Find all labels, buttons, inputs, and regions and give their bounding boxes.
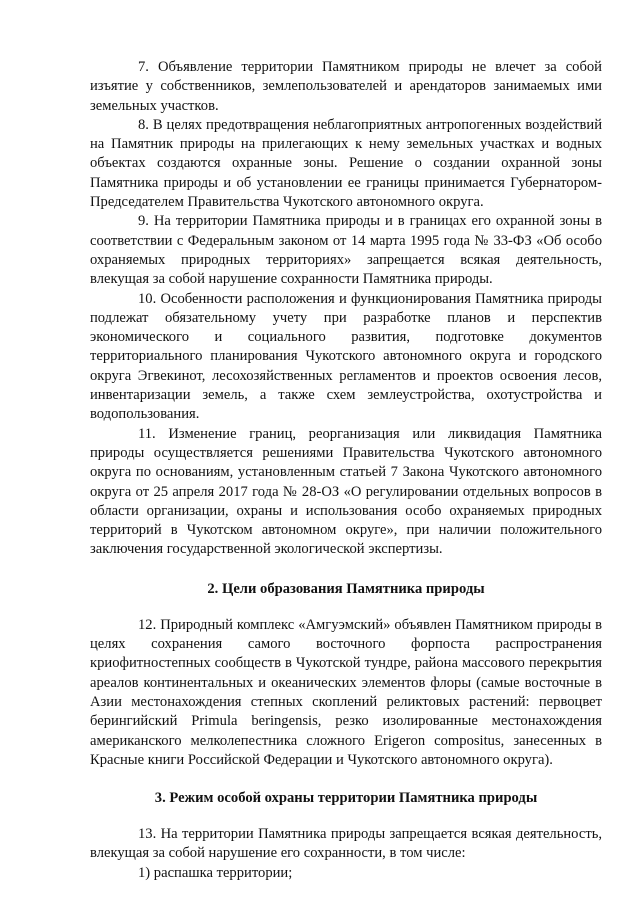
paragraph-8: 8. В целях предотвращения неблагоприятных антропогенных воздействий на Памятник природы на прилегающих к нему земельных участках и водных объектах создаются охранные зоны. Решение о создании охранной зоны Памятника природы и об установлении ее границы принимается Губернатором-Председателем Правительства Чукотского автономного округа. [90, 116, 602, 211]
paragraph-13: 13. На территории Памятника природы запрещается всякая деятельность, влекущая за собой нарушение его сохранности, в том числе: [90, 826, 602, 862]
list-item-1: 1) распашка территории; [138, 864, 293, 881]
paragraph-11: 11. Изменение границ, реорганизация или ликвидация Памятника природы осуществляется решениями Правительства Чукотского автономного округа по основаниям, установленным статьей 7 Закона Чукотского автономного округа от 25 апреля 2017 года № 28-ОЗ «О регулировании отдельных вопросов в области организации, охраны и использования особо охраняемых природных территорий в Чукотском автономном округе», при наличии положительного заключения государственной экологической экспертизы. [90, 425, 602, 558]
paragraph-9: 9. На территории Памятника природы и в границах его охранной зоны в соответствии с Федеральным законом от 14 марта 1995 года № 33-ФЗ «Об особо охраняемых природных территориях» запрещается всякая деятельность, влекущая за собой нарушение сохранности Памятника природы. [90, 213, 602, 288]
section-3-heading: 3. Режим особой охраны территории Памятника природы [154, 790, 538, 807]
section-2-heading: 2. Цели образования Памятника природы [207, 580, 485, 597]
paragraph-10: 10. Особенности расположения и функционирования Памятника природы подлежат обязательному учету при разработке планов и перспектив экономического и социального развития, подготовке документов территориального планирования Чукотского автономного округа и городского округа Эгвекинот, лесохозяйственных регламентов и проектов освоения лесов, инвентаризации земель, а также схем землеустройства, охотустройства и водопользования. [90, 290, 602, 423]
paragraph-12: 12. Природный комплекс «Амгуэмский» объявлен Памятником природы в целях сохранения самого восточного форпоста распространения криофитностепных сообществ в Чукотской тундре, района массового перекрытия ареалов континентальных и океанических элементов флоры (самые восточные в Азии местонахождения степных скоплений реликтовых растений: первоцвет берингийский Primula beringensis, резко изолированные местонахождения американского мелколепестника сложного Erigeron compositus, занесенных в Красные книги Российской Федерации и Чукотского автономного округа). [90, 616, 602, 768]
paragraph-7: 7. Объявление территории Памятником природы не влечет за собой изъятие у собственников, землепользователей и арендаторов занимаемых ими земельных участков. [90, 59, 602, 114]
